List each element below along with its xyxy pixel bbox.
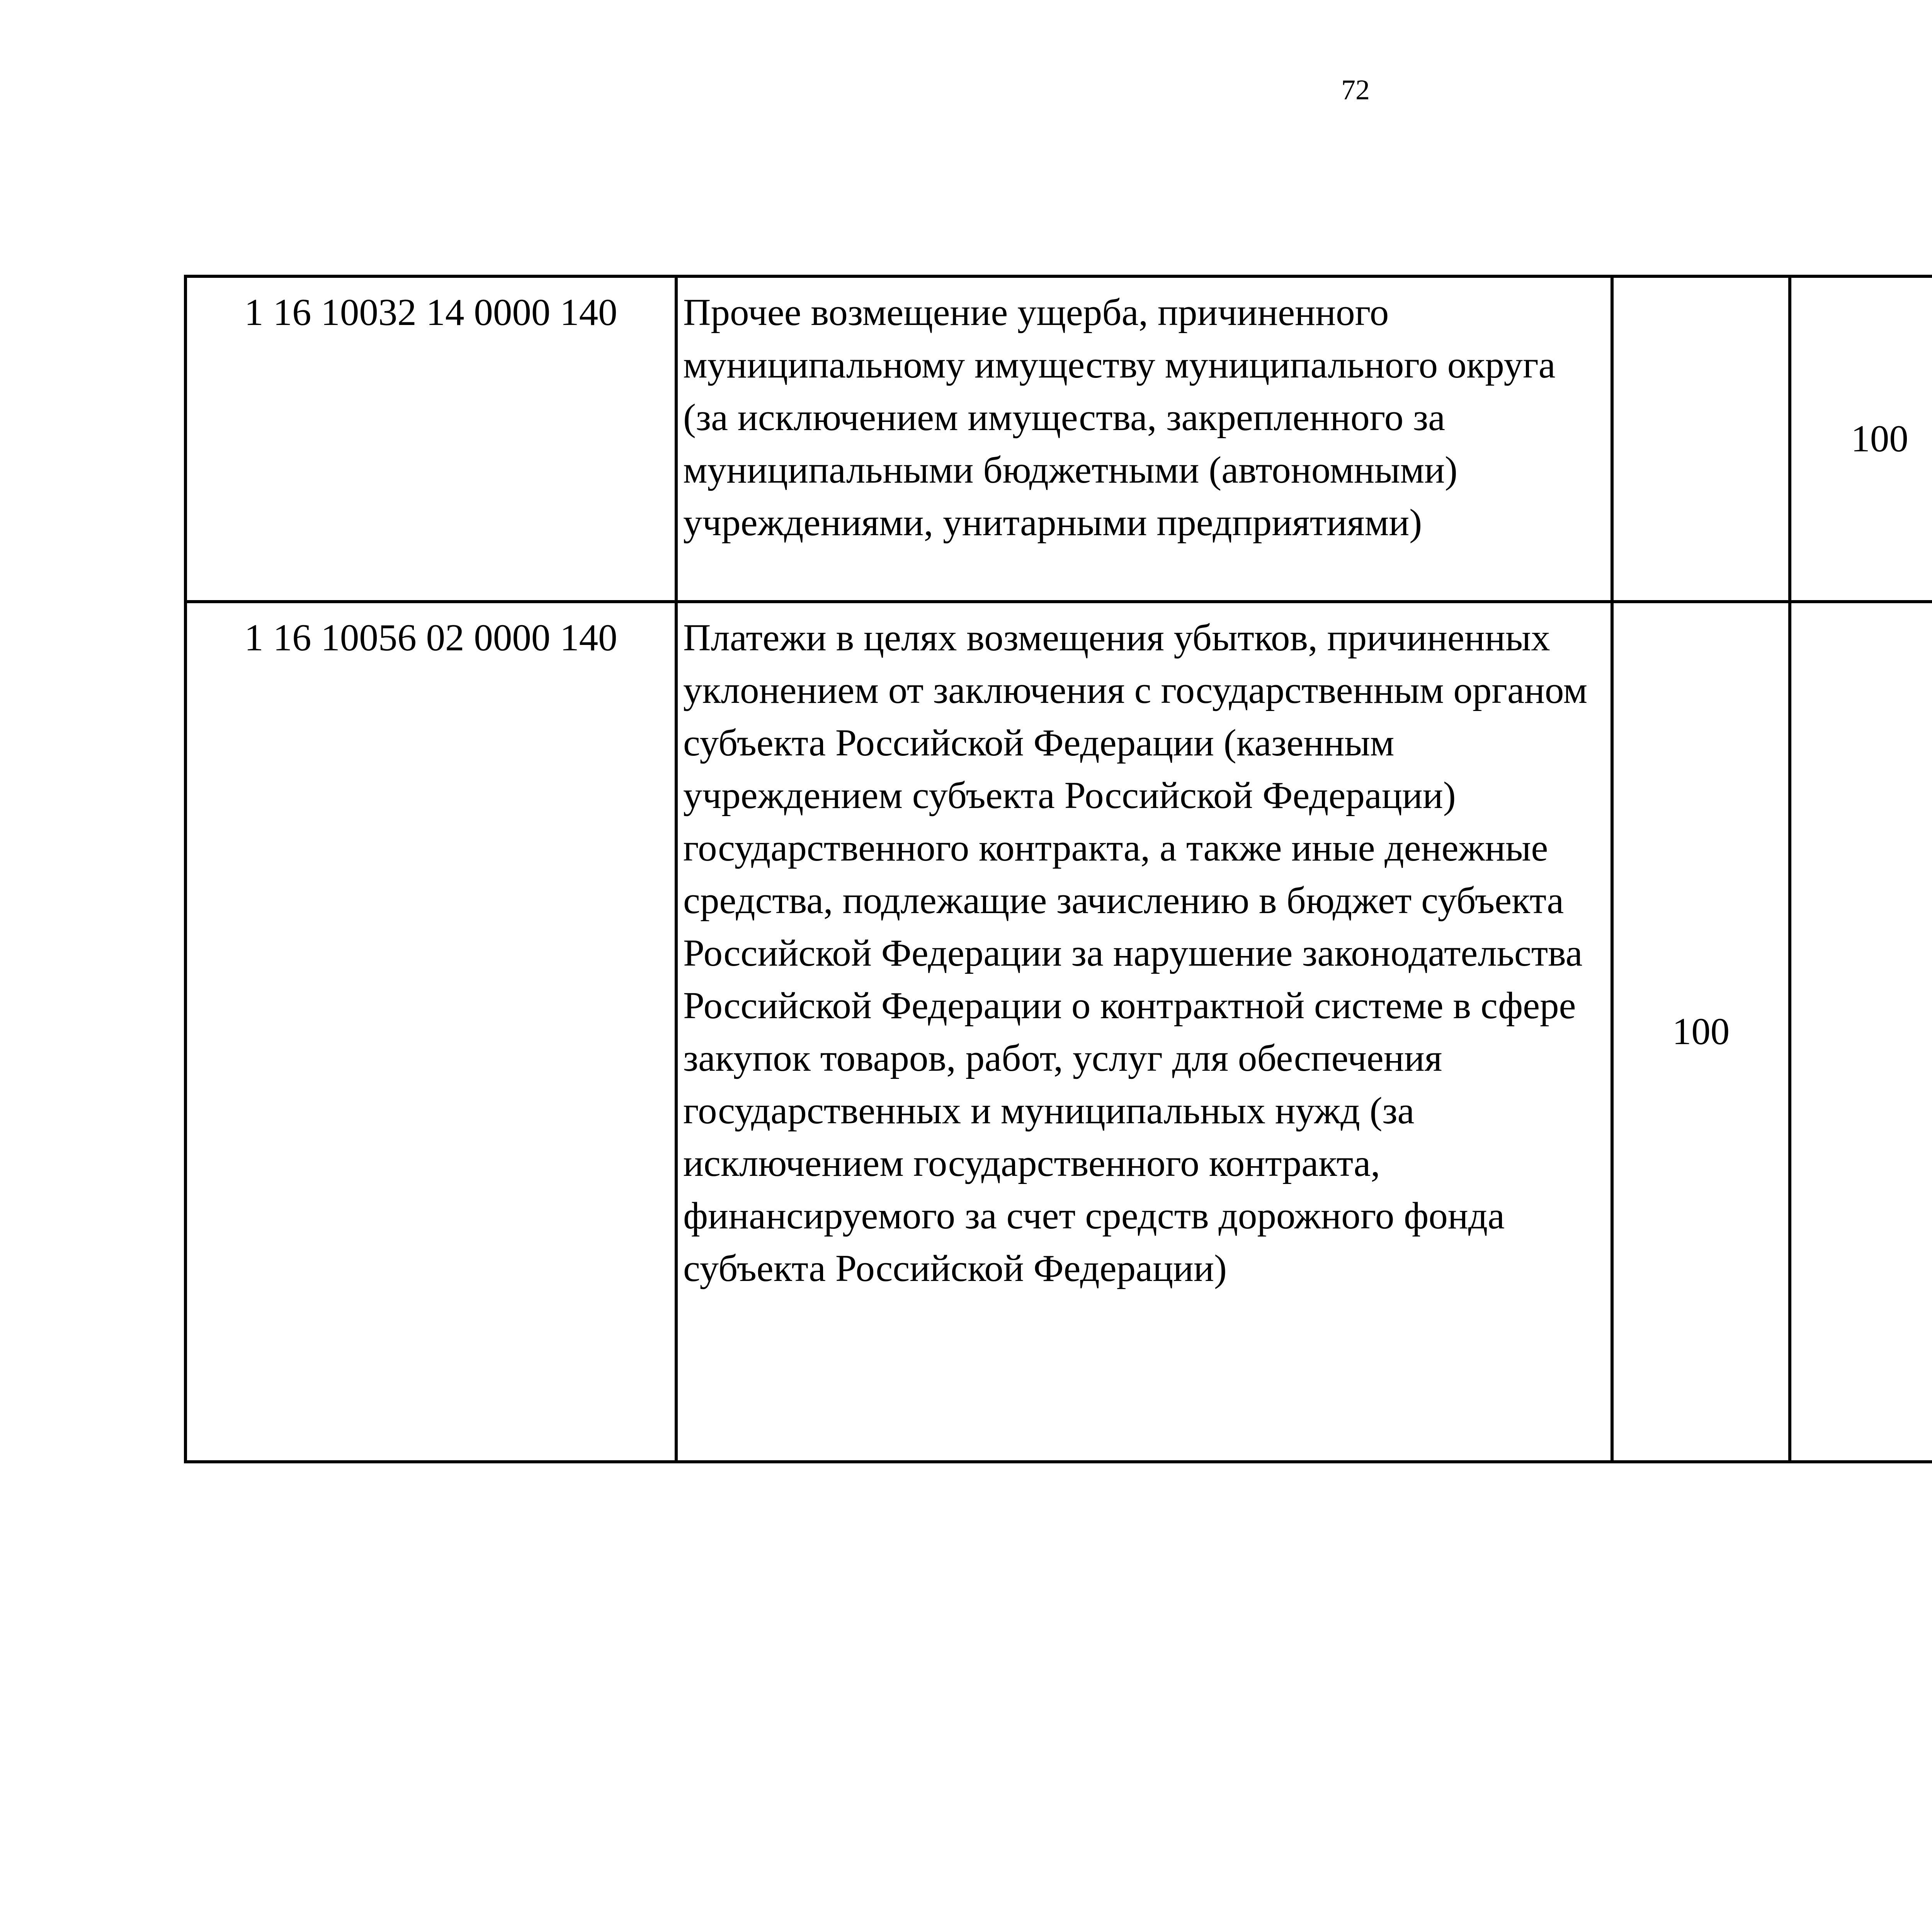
percent-cell-1: 100 xyxy=(1612,602,1790,1462)
page-number: 72 xyxy=(1341,74,1370,106)
revenue-table xyxy=(184,275,1932,1463)
percent-cell-1 xyxy=(1612,276,1790,602)
description-cell: Прочее возмещение ущерба, причиненного муниципальному имуществу муниципального округа (за исключением имущества, закрепленного за муниципальными бюджетными (автономными) учреждениями, унитарными предприятиями) xyxy=(676,276,1612,602)
percent-cell-2 xyxy=(1790,602,1932,1462)
budget-code-cell: 1 16 10056 02 0000 140 xyxy=(185,602,676,1462)
percent-cell-2: 100 xyxy=(1790,276,1932,602)
budget-code-cell: 1 16 10032 14 0000 140 xyxy=(185,276,676,602)
table-row xyxy=(185,276,1932,602)
description-cell: Платежи в целях возмещения убытков, причиненных уклонением от заключения с государственным органом субъекта Российской Федерации (казенным учреждением субъекта Российской Федерации) государственного контракта, а также иные денежные средства, подлежащие зачислению в бюджет субъекта Российской Федерации за нарушение законодательства Российской Федерации о контрактной системе в сфере закупок товаров, работ, услуг для обеспечения государственных и муниципальных нужд (за исключением государственного контракта, финансируемого за счет средств дорожного фонда субъекта Российской Федерации) xyxy=(676,602,1612,1462)
table-row xyxy=(185,602,1932,1462)
